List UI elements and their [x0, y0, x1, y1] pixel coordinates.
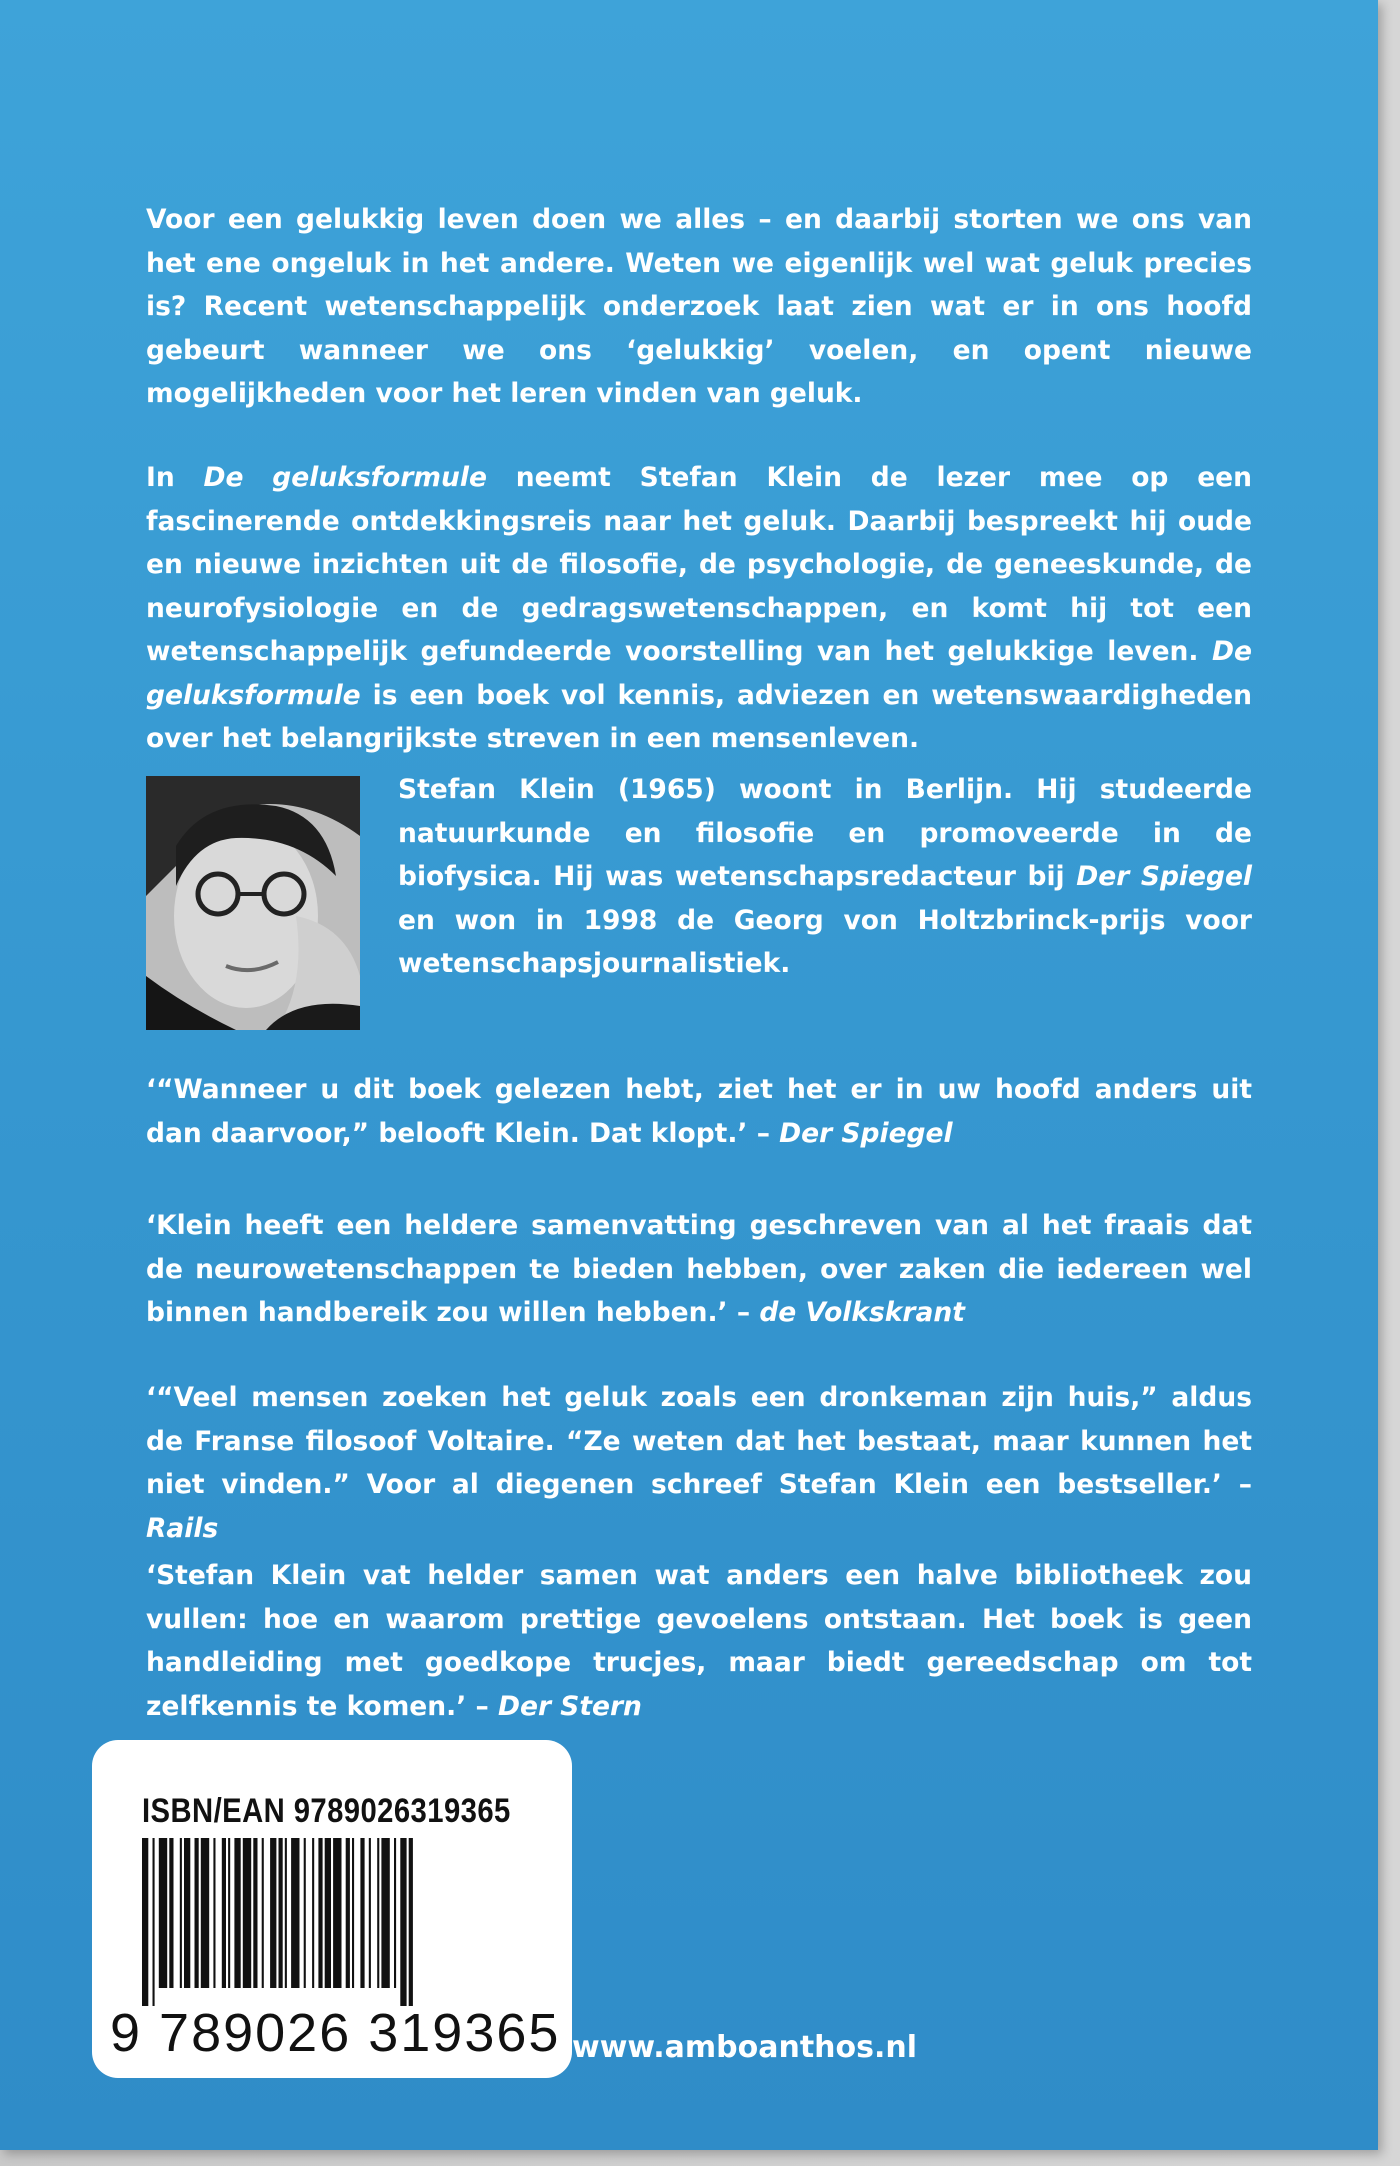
- barcode-sticker: [92, 1740, 572, 2078]
- author-bio: Stefan Klein (1965) woont in Berlijn. Hij studeerde natuurkunde en filosofie en promoveerde in de biofysica. Hij was wetenschapsredacteur bij Der Spiegel en won in 1998 de Georg von Holtzbrinck-prijs voor wetenschapsjournalistiek.: [398, 774, 1252, 979]
- blurb-paragraph-1: Voor een gelukkig leven doen we alles – en daarbij storten we ons van het ene ongeluk in het andere. Weten we eigenlijk wel wat geluk precies is? Recent wetenschappelijk onderzoek laat zien wat er in ons hoofd gebeurt wanneer we ons ‘gelukkig’ voelen, en opent nieuwe mogelijkheden voor het leren vinden van geluk.: [146, 204, 1252, 409]
- barcode-bar: [159, 1838, 167, 1988]
- review-source: Der Spiegel: [779, 1117, 953, 1149]
- review-quote: ‘“Veel mensen zoeken het geluk zoals een dronkeman zijn huis,” aldus de Franse filosoof Voltaire. “Ze weten dat het bestaat, maar kunnen het niet vinden.” Voor al diegenen schreef Stefan Klein een bestseller.’ – Rails: [146, 1382, 1252, 1544]
- barcode-bar: [243, 1838, 251, 1988]
- barcode-bar: [213, 1838, 215, 1988]
- barcode-bar: [142, 1838, 148, 2006]
- barcode-bar: [291, 1838, 299, 1988]
- review-quote: ‘Klein heeft een heldere samenvatting geschreven van al het fraais dat de neurowetenschappen te bieden hebben, over zaken die iedereen wel binnen handbereik zou willen hebben.’ – de Volkskrant: [146, 1210, 1252, 1328]
- isbn-label: ISBN/EAN 9789026319365: [142, 1792, 511, 1830]
- barcode-bar: [180, 1838, 182, 1988]
- review-quote: ‘“Wanneer u dit boek gelezen hebt, ziet het er in uw hoofd anders uit dan daarvoor,” belooft Klein. Dat klopt.’ – Der Spiegel: [146, 1074, 1252, 1149]
- isbn-digits: 9 789026 319365: [110, 2003, 561, 2063]
- magazine-name: Der Spiegel: [1076, 861, 1252, 892]
- review-source: Der Stern: [497, 1690, 642, 1722]
- barcode-bar: [381, 1838, 389, 1988]
- barcode-bar: [279, 1838, 283, 1988]
- publisher-website: www.amboanthos.nl: [572, 2030, 918, 2065]
- barcode-bar: [360, 1838, 364, 1988]
- barcode-bar: [304, 1838, 306, 1988]
- barcode-bar: [394, 1838, 396, 1988]
- barcode-bar: [169, 1838, 173, 1988]
- barcode-bar: [352, 1838, 354, 1988]
- barcode-bar: [228, 1838, 230, 1988]
- barcode-bar: [346, 1838, 350, 1988]
- barcode-bar: [222, 1838, 226, 1988]
- review-quote: ‘Stefan Klein vat helder samen wat anders een halve bibliotheek zou vullen: hoe en waarom prettige gevoelens ontstaan. Het boek is geen handleiding met goedkope trucjes, maar biedt gereedschap om tot zelfkennis te komen.’ – Der Stern: [146, 1560, 1252, 1722]
- blurb-paragraph-2: In De geluksformule neemt Stefan Klein de lezer mee op een fascinerende ontdekkingsreis naar het geluk. Daarbij bespreekt hij oude en nieuwe inzichten uit de filosofie, de psychologie, de geneeskunde, de neurofysiologie en de gedragswetenschappen, en komt hij tot een wetenschappelijk gefundeerde voorstelling van het gelukkige leven. De geluksformule is een boek vol kennis, adviezen en wetenswaardigheden over het belangrijkste streven in een mensenleven.: [146, 462, 1253, 754]
- barcode-bar: [262, 1838, 264, 1988]
- review-source: Rails: [146, 1512, 219, 1544]
- barcode-bar: [312, 1838, 314, 1988]
- barcode-bar: [318, 1838, 322, 1988]
- book-title-ref: De geluksformule: [203, 462, 487, 493]
- barcode-bar: [201, 1838, 209, 1988]
- barcode-bar: [234, 1838, 240, 1988]
- barcode-bar: [184, 1838, 190, 1988]
- barcode-bar: [325, 1838, 331, 1988]
- barcode-bar: [195, 1838, 199, 1988]
- barcode-bar: [377, 1838, 379, 1988]
- book-title-ref: De geluksformule: [146, 636, 1252, 711]
- barcode-bar: [369, 1838, 371, 1988]
- barcode: [142, 1838, 542, 2006]
- barcode-bar: [270, 1838, 276, 1988]
- barcode-bar: [285, 1838, 287, 1988]
- barcode-bar: [153, 1838, 155, 2006]
- review-source: de Volkskrant: [759, 1297, 965, 1328]
- barcode-bar: [409, 1838, 413, 2006]
- barcode-bar: [400, 1838, 406, 2006]
- barcode-bar: [253, 1838, 257, 1988]
- barcode-bar: [333, 1838, 341, 1988]
- author-photo: [146, 776, 360, 1030]
